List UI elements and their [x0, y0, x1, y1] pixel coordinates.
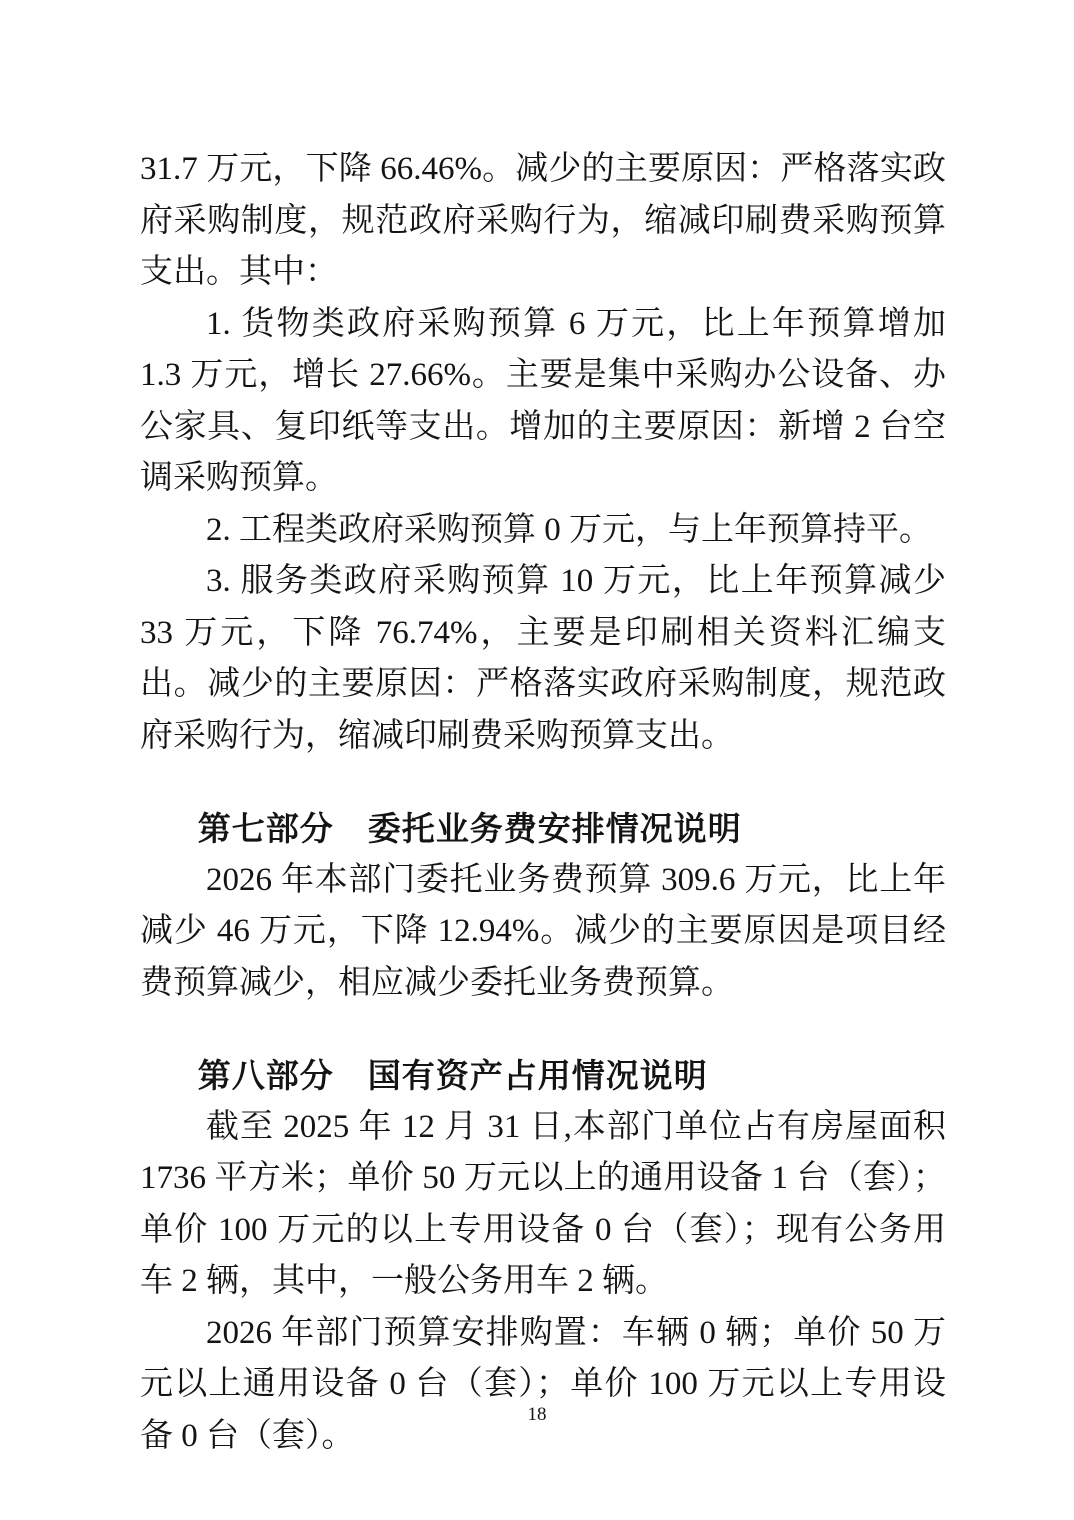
section-heading-part-eight: 第八部分 国有资产占用情况说明: [197, 1057, 708, 1094]
paragraph-goods-procurement: 1. 货物类政府采购预算 6 万元，比上年预算增加 1.3 万元，增长 27.66%。主要是集中采购办公设备、办公家具、复印纸等支出。增加的主要原因：新增 2 台空调采购预算。: [140, 305, 946, 496]
paragraph-state-assets-occupancy: 截至 2025 年 12 月 31 日,本部门单位占有房屋面积 1736 平方米；单价 50 万元以上的通用设备 1 台（套）；单价 100 万元的以上专用设备 0 台（套）；现有公务用车 2 辆，其中，一般公务用车 2 辆。: [140, 1108, 946, 1299]
paragraph-services-procurement: 3. 服务类政府采购预算 10 万元，比上年预算减少 33 万元，下降 76.74%，主要是印刷相关资料汇编支出。减少的主要原因：严格落实政府采购制度，规范政府采购行为，缩减印刷费采购预算支出。: [140, 563, 946, 754]
paragraph-2026-purchase-plan: 2026 年部门预算安排购置：车辆 0 辆；单价 50 万元以上通用设备 0 台（套）；单价 100 万元以上专用设备 0 台（套）。: [140, 1314, 946, 1454]
paragraph-procurement-decrease-reason: 31.7 万元，下降 66.46%。减少的主要原因：严格落实政府采购制度，规范政府采购行为，缩减印刷费采购预算支出。其中：: [140, 151, 946, 290]
document-content: [140, 144, 946, 1462]
paragraph-engineering-procurement: 2. 工程类政府采购预算 0 万元，与上年预算持平。: [206, 511, 932, 548]
page-number: 18: [527, 1404, 547, 1425]
section-heading-part-seven: 第七部分 委托业务费安排情况说明: [197, 810, 742, 847]
paragraph-entrusted-business-fee: 2026 年本部门委托业务费预算 309.6 万元，比上年减少 46 万元，下降 12.94%。减少的主要原因是项目经费预算减少，相应减少委托业务费预算。: [140, 861, 946, 1001]
